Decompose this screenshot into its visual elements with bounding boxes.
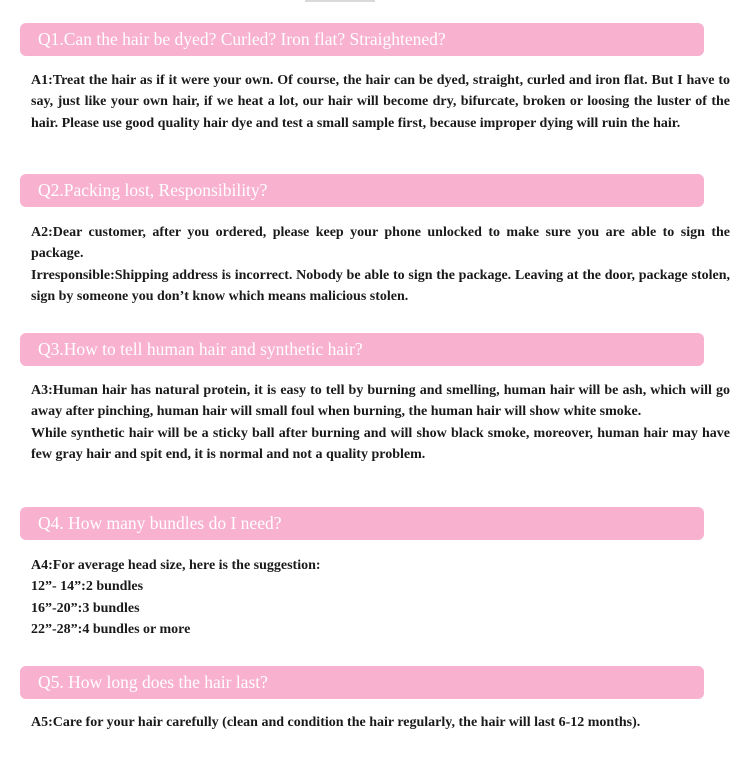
faq-answer-4-line-4: 22”-28”:4 bundles or more (31, 621, 191, 637)
faq-answer-3 (31, 380, 730, 465)
faq-question-4 (20, 507, 704, 540)
faq-answer-3-paragraph-2: While synthetic hair will be a sticky ball after burning and will show black smoke, moreover, human hair may have few gray hair and spit end, it is normal and not a quality problem. (31, 425, 730, 462)
faq-question-1 (20, 23, 704, 56)
faq-answer-4-line-1: A4:For average head size, here is the suggestion: (31, 558, 321, 573)
faq-answer-2-paragraph-1: A2:Dear customer, after you ordered, please keep your phone unlocked to make sure you are able to sign the package. (31, 225, 730, 262)
faq-answer-2 (31, 222, 730, 307)
faq-question-5-text: Q5. How long does the hair last? (38, 672, 268, 692)
faq-answer-1-paragraph-1: A1:Treat the hair as if it were your own. Of course, the hair can be dyed, straight, curled and iron flat. But I have to say, just like your own hair, if we heat a lot, our hair will become dry, bifurcate, broken or loosing the luster of the hair. Please use good quality hair dye and test a small sample first, because improper dying will ruin the hair. (31, 73, 730, 131)
faq-question-2-text: Q2.Packing lost, Responsibility? (38, 180, 268, 200)
faq-answer-5 (31, 712, 730, 733)
faq-answer-5-line-1: A5:Care for your hair carefully (clean and condition the hair regularly, the hair will last 6-12 months). (31, 715, 641, 730)
faq-answer-4 (31, 555, 730, 640)
faq-answer-2-paragraph-2: Irresponsible:Shipping address is incorrect. Nobody be able to sign the package. Leaving at the door, package stolen, sign by someone you don’t know which means malicious stolen. (31, 267, 730, 304)
faq-question-3 (20, 333, 704, 366)
faq-question-3-text: Q3.How to tell human hair and synthetic hair? (38, 339, 363, 359)
faq-question-1-text: Q1.Can the hair be dyed? Curled? Iron flat? Straightened? (38, 29, 446, 49)
faq-answer-3-paragraph-1: A3:Human hair has natural protein, it is easy to tell by burning and smelling, human hair will be ash, which will go away after pinching, human hair will small foul when burning, the human hair will show white smoke. (31, 383, 730, 420)
top-divider-mark (305, 0, 375, 2)
faq-answer-1 (31, 70, 730, 134)
faq-question-2 (20, 174, 704, 207)
faq-question-4-text: Q4. How many bundles do I need? (38, 513, 282, 533)
faq-answer-4-line-3: 16”-20”:3 bundles (31, 600, 140, 616)
faq-answer-4-line-2: 12”- 14”:2 bundles (31, 579, 144, 595)
faq-question-5 (20, 666, 704, 699)
